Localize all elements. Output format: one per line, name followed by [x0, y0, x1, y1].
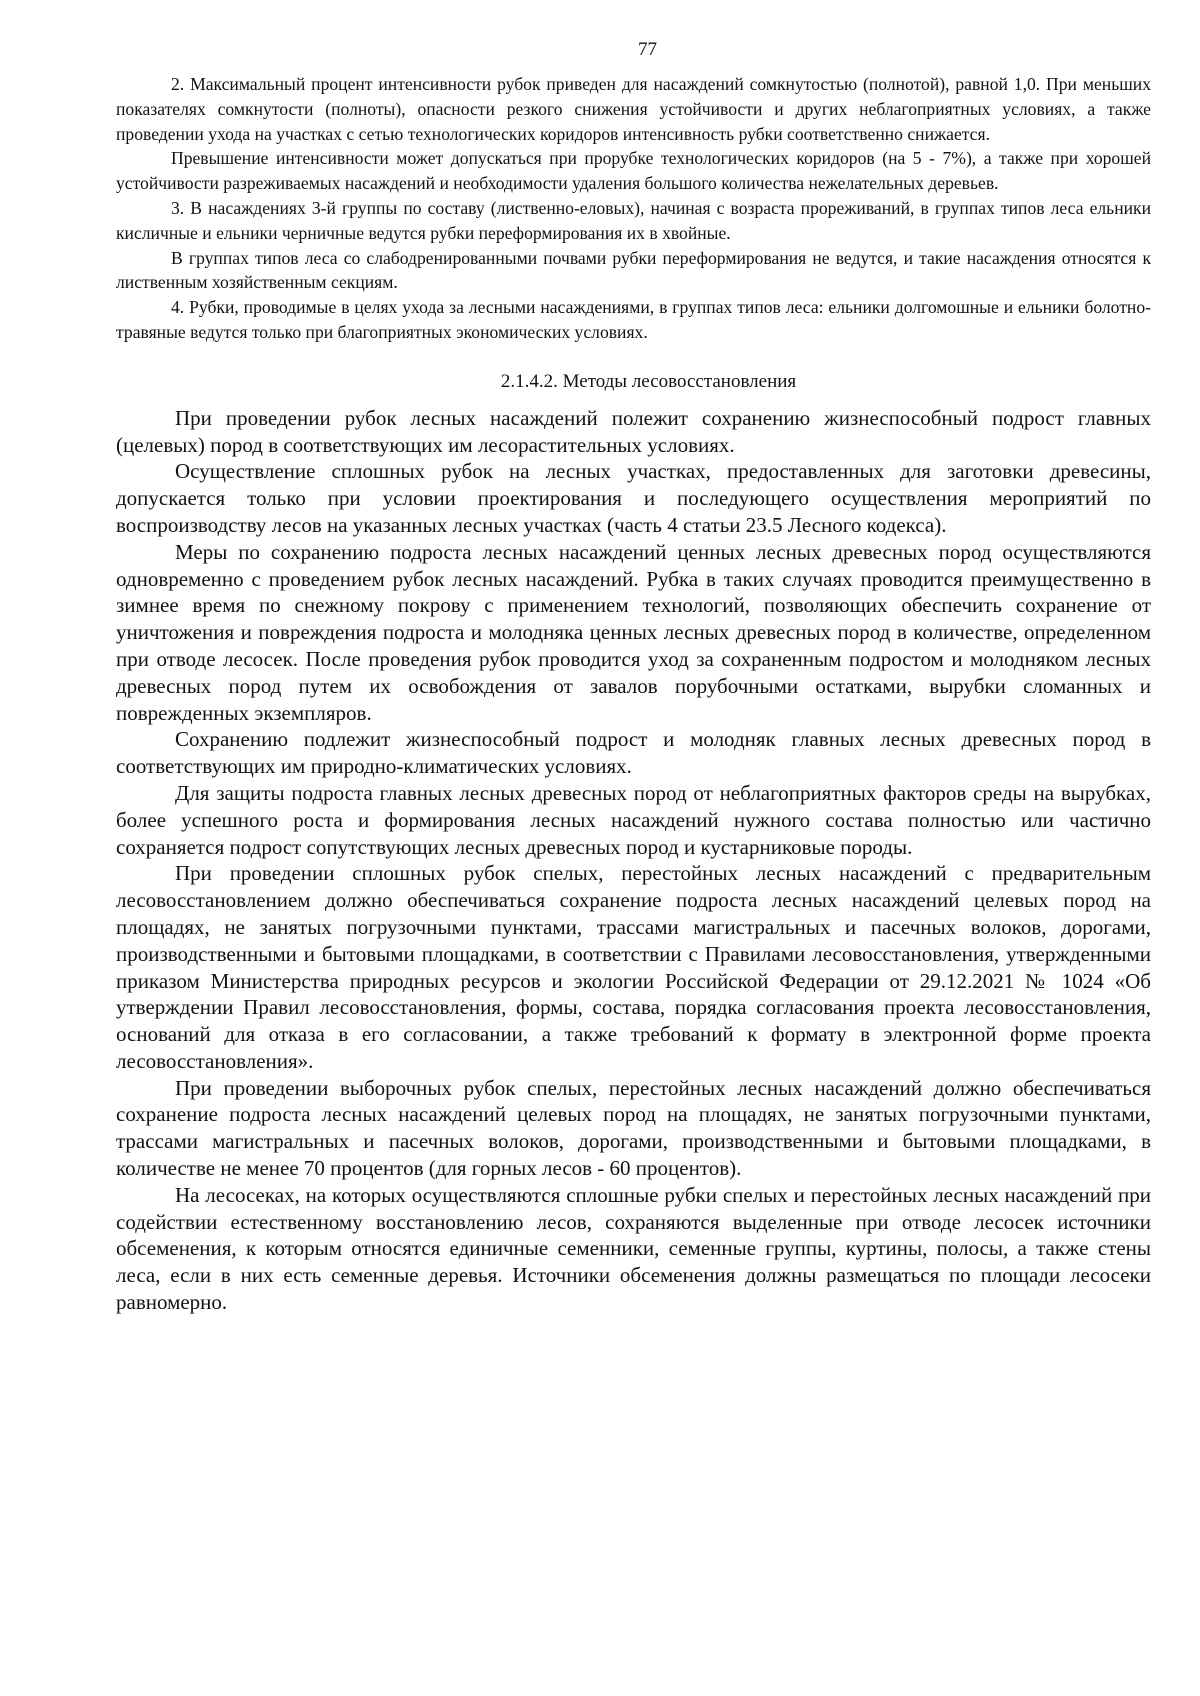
paragraph: 4. Рубки, проводимые в целях ухода за лесными насаждениями, в группах типов леса: ельники долгомошные и ельники болотно-травяные ведутся только при благоприятных экономических условиях.: [116, 297, 1151, 342]
paragraph: При проведении рубок лесных насаждений полежит сохранению жизнеспособный подрост главных (целевых) пород в соответствующих им лесорастительных условиях.: [116, 405, 1151, 457]
paragraph: Сохранению подлежит жизнеспособный подрост и молодняк главных лесных древесных пород в соответствующих им природно-климатических условиях.: [116, 727, 1151, 779]
section-body: [116, 405, 1151, 1316]
paragraph: При проведении сплошных рубок спелых, перестойных лесных насаждений с предварительным лесовосстановлением должно обеспечиваться сохранение подроста лесных насаждений целевых пород на площадях, не занятых погрузочными пунктами, трассами магистральных и пасечных волоков, дорогами, производственными и бытовыми площадками, в соответствии с Правилами лесовосстановления, утвержденными приказом Министерства природных ресурсов и экологии Российской Федерации от 29.12.2021 № 1024 «Об утверждении Правил лесовосстановления, формы, состава, порядка согласования проекта лесовосстановления, оснований для отказа в его согласовании, а также требований к формату в электронной форме проекта лесовосстановления».: [116, 861, 1151, 1073]
paragraph: Осуществление сплошных рубок на лесных участках, предоставленных для заготовки древесины, допускается только при условии проектирования и последующего осуществления мероприятий по воспроизводству лесов на указанных лесных участках (часть 4 статьи 23.5 Лесного кодекса).: [116, 459, 1151, 537]
paragraph: Для защиты подроста главных лесных древесных пород от неблагоприятных факторов среды на вырубках, более успешного роста и формирования лесных насаждений нужного состава полностью или частично сохраняется подрост сопутствующих лесных древесных пород и кустарниковые породы.: [116, 780, 1151, 859]
paragraph: Превышение интенсивности может допускаться при прорубке технологических коридоров (на 5 - 7%), а также при хорошей устойчивости разреживаемых насаждений и необходимости удаления большого количества нежелательных деревьев.: [116, 148, 1151, 194]
paragraph: 2. Максимальный процент интенсивности рубок приведен для насаждений сомкнутостью (полнотой), равной 1,0. При меньших показателях сомкнутости (полноты), опасности резкого снижения устойчивости и других неблагоприятных условиях, а также проведении ухода на участках с сетью технологических коридоров интенсивность рубки соответственно снижается.: [116, 74, 1151, 144]
paragraph: Меры по сохранению подроста лесных насаждений ценных лесных древесных пород осуществляются одновременно с проведением рубок лесных насаждений. Рубка в таких случаях проводится преимущественно в зимнее время по снежному покрову с применением технологий, позволяющих обеспечить сохранение от уничтожения и повреждения подроста и молодняка ценных лесных древесных пород в количестве, определенном при отводе лесосек. После проведения рубок проводится уход за сохраненным подростом и молодняком лесных древесных пород путем их освобождения от завалов порубочными остатками, вырубки сломанных и поврежденных экземпляров.: [116, 539, 1151, 725]
paragraph: В группах типов леса со слабодренированными почвами рубки переформирования не ведутся, и такие насаждения относятся к лиственным хозяйственным секциям.: [116, 247, 1151, 293]
intensity-notes: [116, 72, 1151, 345]
paragraph: При проведении выборочных рубок спелых, перестойных лесных насаждений должно обеспечиваться сохранение подроста лесных насаждений целевых пород на площадях, не занятых погрузочными пунктами, трассами магистральных и пасечных волоков, дорогами, производственными и бытовыми площадками, в количестве не менее 70 процентов (для горных лесов - 60 процентов).: [116, 1075, 1151, 1181]
paragraph: На лесосеках, на которых осуществляются сплошные рубки спелых и перестойных лесных насаждений при содействии естественному восстановлению лесов, сохраняются выделенные при отводе лесосек источники обсеменения, к которым относятся единичные семенники, семенные группы, куртины, полосы, а также стены леса, если в них есть семенные деревья. Источники обсеменения должны размещаться по площади лесосеки равномерно.: [116, 1182, 1151, 1315]
paragraph: 3. В насаждениях 3-й группы по составу (лиственно-еловых), начиная с возраста прореживаний, в группах типов леса ельники кисличные и ельники черничные ведутся рубки переформирования их в хвойные.: [116, 197, 1151, 243]
page-number: 77: [638, 39, 657, 60]
section-heading: 2.1.4.2. Методы лесовосстановления: [500, 370, 797, 392]
